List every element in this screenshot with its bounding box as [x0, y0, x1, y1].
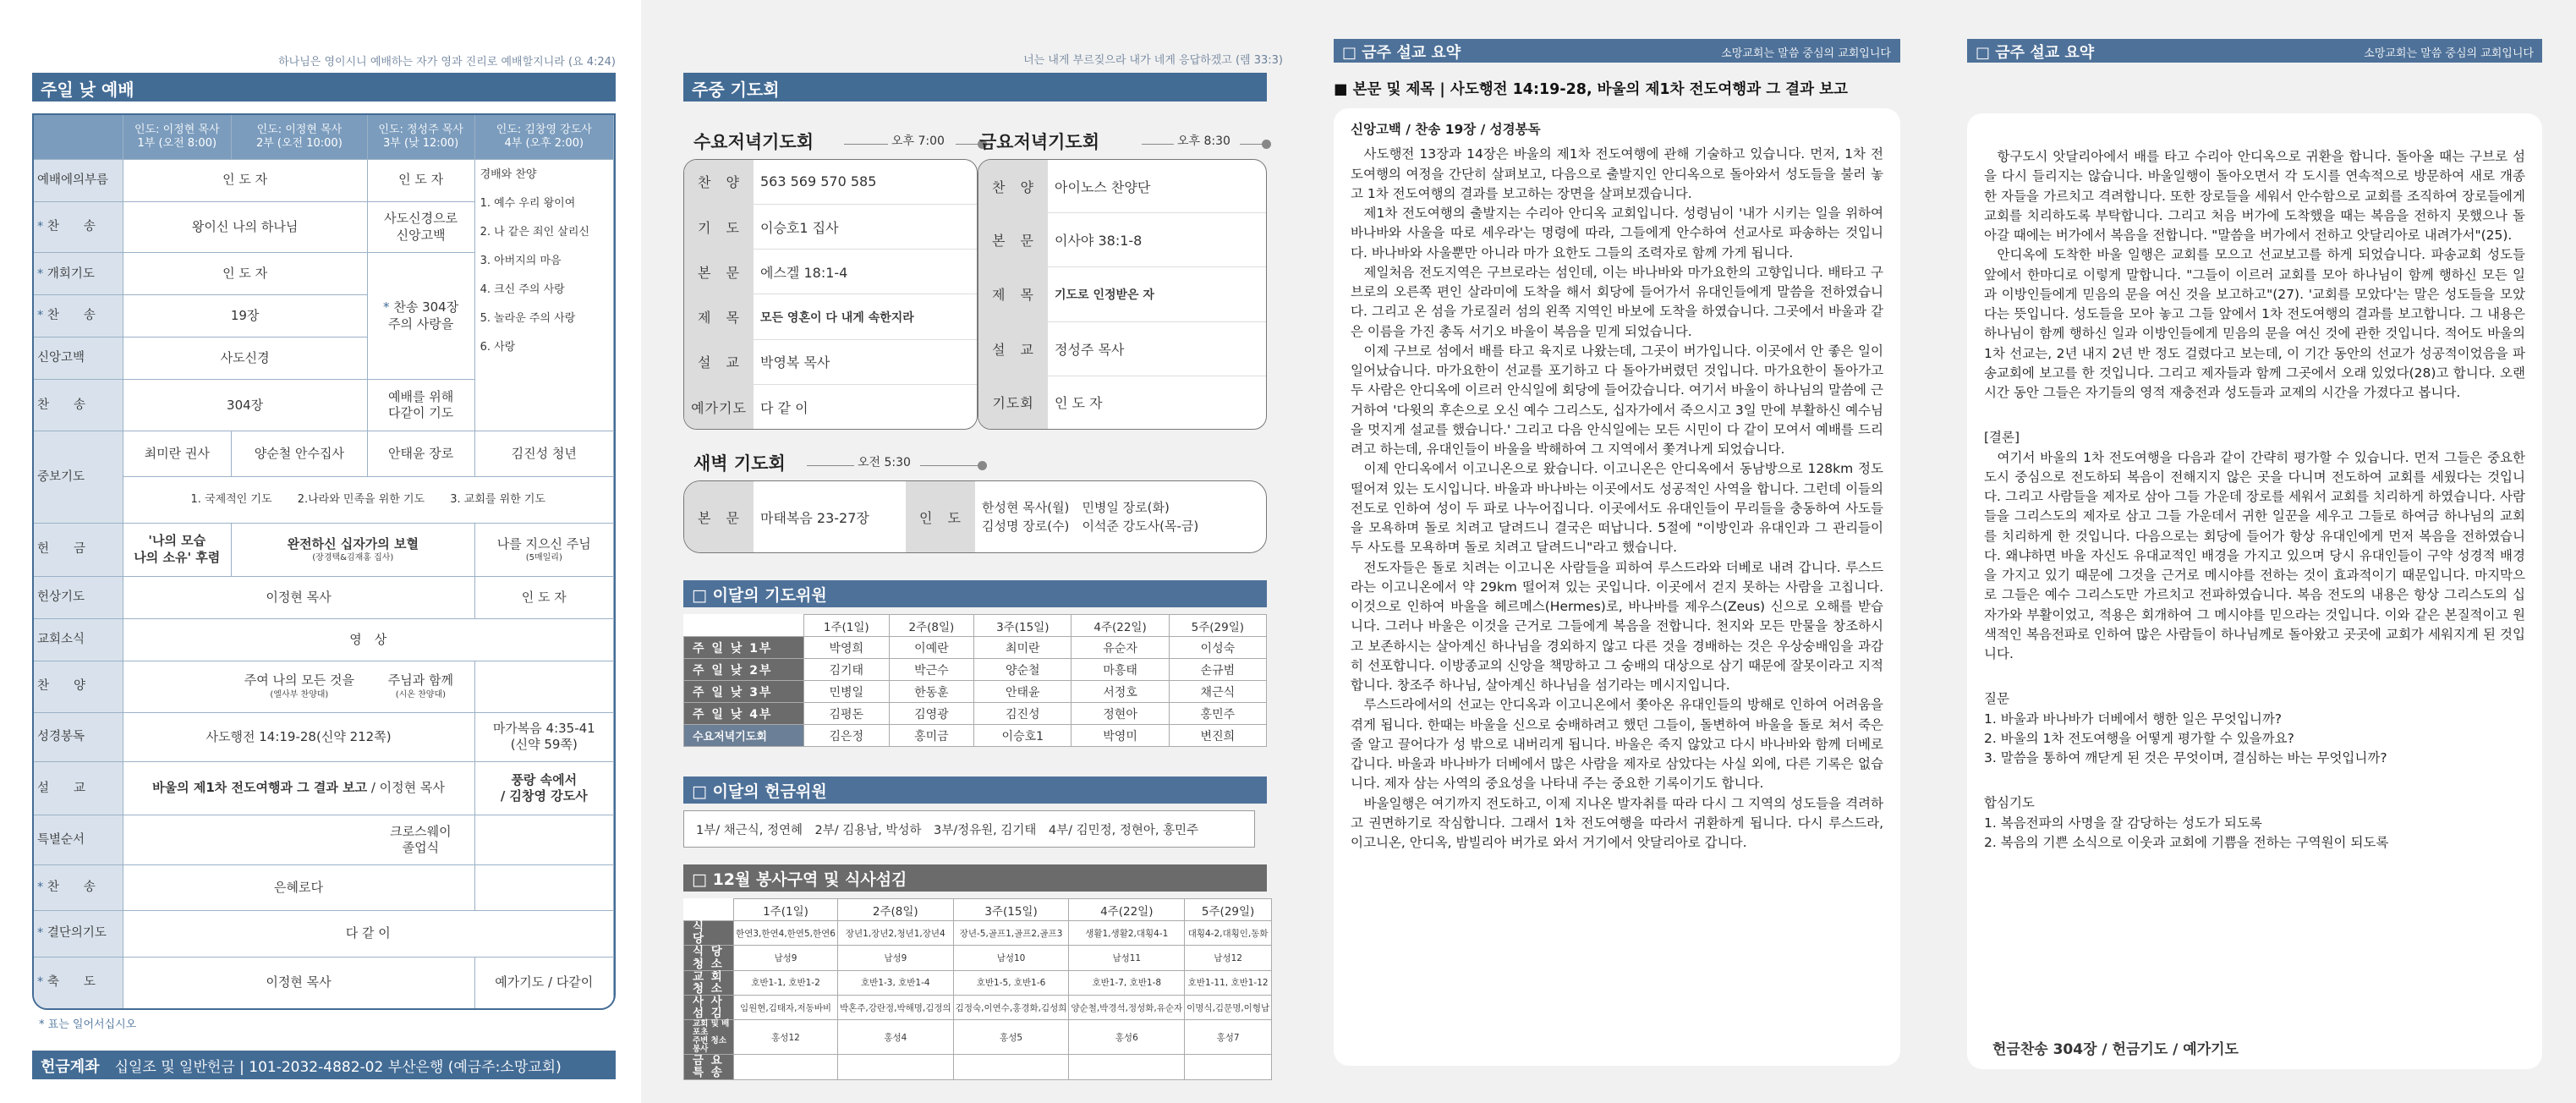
service-1-header: 인도: 이정현 목사 1부 (오전 8:00)	[123, 115, 232, 159]
sermon-name: 바울의 제1차 전도여행과 그 결과 보고	[152, 780, 368, 796]
committee-member: 양순철	[974, 659, 1072, 681]
committee-member: 안태윤	[974, 681, 1072, 703]
field-label: 제 목	[978, 267, 1048, 321]
week-header: 4주(22일)	[1069, 899, 1185, 921]
dawn-time: 오전 5:30	[858, 456, 911, 469]
row-label: 성경봉독	[34, 712, 123, 762]
committee-member: 마흥태	[1072, 659, 1169, 681]
prayer-committee-title: □ 이달의 기도위원	[683, 580, 1267, 607]
committee-member: 손규범	[1169, 659, 1266, 681]
service-assignment: 임원현,김태자,저동바비	[734, 996, 838, 1020]
row-label: 찬 송	[47, 309, 96, 323]
worship-table: 인도: 이정현 목사 1부 (오전 8:00) 인도: 이정현 목사 2부 (오전 10:00) 인도: 정성주 목사 3부 (낮 12:00) 인도: 김창영 강도사 4부 (오후 2:00) 예배에의부름 인 도 자 인 도 자 경배와 찬양 1. 예수 우리 왕이여 2. 나 같은 죄인 살리신 3. 아버지의 마음 4. 크신 주의 사랑 5. 놀라운 주의 사랑 6. 사랑 * 찬 송 왕이신 나의 하나님 사도신경으로 신앙고백 * 개회기도 인 도 자 * 찬송 304장 주의 사랑을 * 찬 송 19장 신앙고백 사도신경 찬 송 304장 예배를 위해 다같이 기도 중보기도 최미란 권사 양순철 안수집사 안태윤 장로 김진성 청년 1. 국제적인 기도 2.나라와 민족을 위한 기도 3. 교회를 위한 기도 헌 금 '나의 모습 나의 소유' 후렴 완전하신 십자가의 보혈 (장경택&김재홍 집사) 나를 지으신 주님 (5매일리) 헌상기도 이정현 목사 인 도 자 교회소식 영 상 찬 양 주여 나의 모든 것을 (엘사부 찬양대) 주님과 함께 (시온 찬양대) 성경봉독 사도행전 14:19-28(신약 212쪽) 마가복음 4:35-41 (신약 59쪽) 설 교 바울의 제1차 전도여행과 그 결과 보고 / 이정현 목사 풍랑 속에서 / 김창영 강도사 특별순서 크로스웨이 졸업식 * 찬 송 은혜로다 * 결단의기도 다 같 이 * 축 도 이정현 목사 예가기도 / 다같이	[32, 113, 616, 1010]
service-row	[684, 996, 1272, 1020]
header-row	[34, 115, 614, 159]
row-value: * 찬송 304장 주의 사랑을	[367, 253, 474, 380]
week-header: 1주(1일)	[804, 615, 890, 637]
row-value: 풍랑 속에서 / 김창영 강도사	[474, 762, 613, 815]
sermon-body	[1334, 108, 1900, 1066]
praise-item: 6. 사랑	[480, 340, 516, 354]
committee-member: 변진희	[1169, 725, 1266, 747]
row-value: 은혜로다	[123, 864, 474, 910]
service-label: 사 사 섬 김	[684, 996, 734, 1020]
sermon-paragraph: 안디옥에 도착한 바울 일행은 교회를 모으고 선교보고를 하게 되었습니다. 파송교회 성도들 앞에서 한마디로 이렇게 말합니다. "그들이 이르러 교회를 모아 하나님이 함께 행하신 모든 일과 이방인들에게 믿음의 문을 여신 것을 보고하고"(27). '교회를 모았다'는 말은 성도들을 모았다는 뜻입니다. 성도들을 모아 놓고 그들 앞에서 1차 전도여행의 결과를 보고합니다. 그 내용은 하나님이 함께 행하신 일과 이방인들에게 믿음의 문을 여신 것에 관한 것입니다. 적어도 바울의 1차 선교는, 2년 내지 2년 반 정도 걸렸다고 보는데, 이 기간 동안의 선교가 성공적이었음을 파송교회에 보고를 한 것입니다. 그리고 제자들과 함께 그곳에서 오래 있었다(28)고 합니다. 오랜 시간 동안 그들은 자기들의 영적 재충전과 성도들과 교제의 시간을 가졌다고 봅니다.	[1984, 247, 2525, 400]
service-assignment	[837, 1055, 953, 1079]
title-text: 금주 설교 요약	[1362, 44, 1461, 62]
anthem-title: 주님과 함께	[387, 672, 453, 689]
choir-1	[232, 661, 368, 712]
row-label: 예배에의부름	[34, 159, 123, 201]
service-assignment: 양순철,박경석,정성화,유순자	[1069, 996, 1185, 1020]
dot	[978, 461, 987, 470]
committee-member: 홍미금	[889, 725, 974, 747]
committee-member: 김영광	[889, 703, 974, 725]
standing-note: * 표는 일어서십시오	[39, 1018, 137, 1031]
offering-committee-list: 1부/ 채근식, 정연혜 2부/ 김용남, 박성하 3부/정유원, 김기태 4부/ 김민정, 정현아, 홍민주	[683, 810, 1255, 848]
sermon-paragraph: 이제 안디옥에서 이고니온으로 왔습니다. 이고니온은 안디옥에서 동남방으로 128km 정도 떨어져 있는 도시입니다. 바울과 바나바는 이곳에서도 성공적인 사역을 합니다. 그런데 이들의 전도로 인하여 성이 두 파로 나누어집니다. 이곳에서도 유대인들이 무리들을 충동하여 사도들을 모욕하며 돌로 치려고 달려드니 결국은 떠납니다. 5절에 "이방인과 유대인과 그 관리들이 두 사도를 모욕하며 돌로 치려고 달려드니"라고 했습니다.	[1351, 461, 1883, 556]
row-label: 특별순서	[34, 815, 123, 865]
row-value: 영 상	[123, 618, 614, 661]
service-assignment: 남성9	[837, 946, 953, 970]
topic: 3. 교회를 위한 기도	[450, 492, 545, 506]
committee-member: 유순자	[1072, 637, 1169, 659]
service-label: 주 일 낮 3부	[684, 681, 804, 703]
praise-item: 3. 아버지의 마음	[480, 254, 562, 267]
intercessor: 안태윤 장로	[367, 431, 474, 477]
field-label: 본 문	[684, 481, 754, 552]
sermon-body-continued	[1967, 113, 2542, 1069]
week-header: 5주(29일)	[1185, 899, 1272, 921]
row-value: 마가복음 4:35-41 (신약 59쪽)	[474, 712, 613, 762]
week-header: 5주(29일)	[1169, 615, 1266, 637]
praise-item: 1. 예수 우리 왕이여	[480, 196, 576, 210]
dot	[1262, 140, 1271, 149]
liturgy-line: 신앙고백 / 찬송 19장 / 성경봉독	[1351, 122, 1541, 137]
row-label: 헌상기도	[34, 576, 123, 618]
page-verse: 하나님은 영이시니 예배하는 자가 영과 진리로 예배할지니라 (요 4:24)	[278, 56, 616, 69]
committee-member: 민병일	[804, 681, 890, 703]
sermon-paragraph: 제일처음 전도지역은 구브로라는 섬인데, 이는 바나바와 마가요한의 고향입니다. 배타고 구브로의 오른쪽 편인 살라미에 도착을 해서 회당에 들어가서 유대인들에게 말씀을 전하였습니다. 그리고 온 섬을 가로질러 섬의 왼쪽 지역인 바보에 도착을 하였습니다. 그곳에서 바울과 같은 이름을 가진 총독 서기오 바울이 복음을 믿게 되었습니다.	[1351, 264, 1883, 339]
sermon-paragraph: 전도자들은 돌로 치려는 이고니온 사람들을 피하여 루스드라와 더베로 내려 갑니다. 루스드라는 이고니온에서 약 29km 떨어져 있는 곳입니다. 이곳에서 걷지 못하는 사람을 고칩니다. 이것으로 인하여 바울을 헤르메스(Hermes)로, 바나바를 제우스(Zeus) 신으로 오해를 받습니다. 그러나 바울은 이것을 근거로 그들에게 복음을 전합니다. 천지와 모든 만물을 창조하시고 보존하시는 살아계신 하나님을 경외하지 않고 다른 것을 경배하는 것은 우상숭배임을 과감히 선포합니다. 이방종교의 신앙을 책망하고 그 숭배의 대상으로 삼기 때문에 잘못이라고 지적합니다. 창조주 하나님, 살아계신 하나님을 섬기라는 메시지입니다.	[1351, 559, 1883, 693]
field-label: 예가기도	[684, 385, 754, 429]
row-value: 예가기도 / 다같이	[474, 957, 613, 1008]
service-label: 주 일 낮 1부	[684, 637, 804, 659]
prayer-row	[684, 659, 1267, 681]
offering-committee-title: □ 이달의 헌금위원	[683, 776, 1267, 804]
committee-member: 한동훈	[889, 681, 974, 703]
section-title: 주일 낮 예배	[32, 73, 616, 102]
field-label: 제 목	[684, 294, 754, 339]
praise-item: 경배와 찬양	[480, 167, 537, 181]
week-header: 1주(1일)	[734, 899, 838, 921]
prayer-item: 1. 복음전파의 사명을 잘 감당하는 성도가 되도록	[1984, 815, 2262, 831]
service-assignment	[734, 1055, 838, 1079]
service-assignment: 남성12	[1185, 946, 1272, 970]
field-label: 기도회	[978, 376, 1048, 429]
service-2-header: 인도: 이정현 목사 2부 (오전 10:00)	[232, 115, 368, 159]
service-row	[684, 1055, 1272, 1079]
service-assignment: 홍성6	[1069, 1020, 1185, 1055]
leader: 민병일 장로(화)	[1082, 499, 1170, 515]
service-3-header: 인도: 정성주 목사 3부 (낮 12:00)	[367, 115, 474, 159]
row-value: 왕이신 나의 하나님	[123, 201, 367, 253]
service-assignment: 남성9	[734, 946, 838, 970]
account-label: 헌금계좌	[41, 1058, 100, 1076]
week-header: 3주(15일)	[974, 615, 1072, 637]
row-label: 신앙고백	[34, 337, 123, 380]
field-value: 박영복 목사	[754, 339, 977, 384]
sermon-main-title: ■ 본문 및 제목 | 사도행전 14:19-28, 바울의 제1차 전도여행과 그 결과 보고	[1334, 81, 1848, 98]
service-row	[684, 970, 1272, 995]
wednesday-box	[683, 159, 978, 430]
row-value: 사도신경으로 신앙고백	[367, 201, 474, 253]
divider	[1142, 144, 1174, 145]
service-assignment: 남성10	[953, 946, 1069, 970]
row-value: 이정현 목사	[123, 576, 474, 618]
offering-hymn-note: 헌금찬송 304장 / 헌금기도 / 예가기도	[1992, 1041, 2239, 1058]
field-value: 마태복음 23-27장	[760, 509, 869, 526]
row-label: 찬 송	[47, 881, 96, 895]
service-assignment: 이명식,김문명,이형남	[1185, 996, 1272, 1020]
service-row	[684, 946, 1272, 970]
service-assignment: 호반1-3, 호반1-4	[837, 970, 953, 995]
account-number: 십일조 및 일반헌금 | 101-2032-4882-02 부산은행 (예금주:소망교회)	[114, 1059, 562, 1076]
worship-order-page	[0, 0, 641, 1103]
field-value: 모든 영혼이 다 내게 속한지라	[754, 294, 977, 339]
service-assignment: 박혼주,강란정,박해명,김정의	[837, 996, 953, 1020]
sermon-summary-page-2	[1933, 0, 2576, 1103]
intercession-topics	[123, 477, 614, 523]
intercessor: 양순철 안수집사	[232, 431, 368, 477]
row-label: 설 교	[34, 762, 123, 815]
field-label: 기 도	[684, 204, 754, 249]
service-label: 금 요 특 송	[684, 1055, 734, 1079]
prayer-meeting-page	[641, 0, 1291, 1103]
service-label: 식 당	[684, 921, 734, 946]
row-label: 찬 송	[47, 220, 96, 234]
song-title: 완전하신 십자가의 보혈	[287, 535, 419, 552]
choir-2	[367, 661, 474, 712]
page-verse: 너는 내게 부르짖으라 내가 네게 응답하겠고 (렘 33:3)	[1023, 54, 1283, 67]
intercessor: 김진성 청년	[474, 431, 613, 477]
row-label: 헌 금	[34, 523, 123, 576]
service-row	[684, 921, 1272, 946]
sermon-paragraph: 바울일행은 여기까지 전도하고, 이제 지나온 발자취를 따라 다시 그 지역의 성도들을 격려하고 권면하기로 작심합니다. 그래서 1차 전도여행을 따라서 귀환하게 됩니다. 다시 루스드라, 이고니온, 안디옥, 밤빌리아 버가로 와서 거기에서 앗달리아로 갑니다.	[1351, 795, 1883, 850]
field-label: 본 문	[684, 250, 754, 294]
wednesday-title: 수요저녁기도회	[693, 132, 814, 152]
prayer-committee-table	[683, 614, 1267, 747]
intercessor: 최미란 권사	[123, 431, 232, 477]
offering-account-bar	[32, 1051, 616, 1079]
row-value: 인 도 자	[474, 576, 613, 618]
praise-item: 5. 놀라운 주의 사랑	[480, 311, 576, 325]
week-header: 4주(22일)	[1072, 615, 1169, 637]
service-assignment: 한연3,한연4,한연5,한연6	[734, 921, 838, 946]
prayer-row	[684, 637, 1267, 659]
field-value: 이사야 38:1-8	[1048, 213, 1266, 267]
divider	[807, 465, 854, 466]
question-item: 1. 바울과 바나바가 더베에서 행한 일은 무엇입니까?	[1984, 711, 2283, 727]
committee-member: 박영희	[804, 637, 890, 659]
sermon-paragraph: 제1차 전도여행의 출발지는 수리아 안디옥 교회입니다. 성령님이 '내가 시키는 일을 위하여 바나바와 사울을 따로 세우라'는 명령에 따라, 그들에게 안수하여 선교사로 파송하는 것입니다. 바나바와 사울뿐만 아니라 마가 요한도 그들의 조력자로 함께 가게 됩니다.	[1351, 206, 1883, 261]
service-assignment: 호반1-11, 호반1-12	[1185, 970, 1272, 995]
hymn-304: 찬송 304장 주의 사랑을	[388, 299, 459, 332]
committee-member: 이성숙	[1169, 637, 1266, 659]
committee-member: 정현아	[1072, 703, 1169, 725]
sermon-paragraph: 루스드라에서의 선교는 안디옥과 이고니온에서 쫓아온 유대인들의 방해로 인하여 어려움을 겪게 됩니다. 한때는 바울을 신으로 숭배하려고 했던 그들이, 돌변하여 바울을 돌로 쳐서 죽은 줄 알고 끌어다가 성 밖으로 내버리게 됩니다. 바울은 죽지 않았고 다시 바나바와 함께 더베로 갑니다. 바울과 바나바가 더베에서 많은 사람을 제자로 삼았다는 사실 외에, 다른 기록은 없습니다. 제자 삼는 사역의 중요성을 나타내 주는 중요한 기록이기도 합니다.	[1351, 697, 1883, 792]
service-label: 교 회 청 소	[684, 970, 734, 995]
service-assignment: 홍성7	[1185, 1020, 1272, 1055]
row-label: 축 도	[47, 975, 96, 990]
sermon-summary-page-1	[1291, 0, 1933, 1103]
sermon-paragraph: 이제 구브로 섬에서 배를 타고 육지로 나왔는데, 그곳이 버가입니다. 이곳에서 안 좋은 일이 일어났습니다. 마가요한이 선교를 포기하고 다 돌아가버렸던 것입니다. 마가요한이 돌아가고 두 사람은 안디옥에 이르러 안식일에 회당에 들어갔습니다. 여기서 바울이 하나님의 말씀에 근거하여 '다윗의 후손으로 오신 예수 그리스도, 십자가에서 죽으시고 3일 만에 부활하신 예수님을 멋지게 설교를 했습니다.' 그리고 다음 안식일에는 모든 시민이 다 같이 모여서 예배를 드리려고 하는데, 유대인들이 바울을 박해하여 그 지역에서 쫓겨나게 되었습니다.	[1351, 343, 1883, 457]
church-motto: 소망교회는 말씀 중심의 교회입니다	[2364, 47, 2534, 60]
row-value: 이정현 목사	[123, 957, 474, 1008]
praise-item: 4. 크신 주의 사랑	[480, 283, 565, 296]
prayer-row	[684, 703, 1267, 725]
praise-item: 2. 나 같은 죄인 살리신	[480, 225, 589, 239]
service-assignment: 홍성5	[953, 1020, 1069, 1055]
service-assignment: 대횡4-2,대횡인,동화	[1185, 921, 1272, 946]
field-label: 설 교	[684, 339, 754, 384]
field-value: 아이노스 찬양단	[1048, 160, 1266, 213]
service-assignment	[1185, 1055, 1272, 1079]
wednesday-time: 오후 7:00	[891, 134, 945, 148]
service-table	[683, 898, 1272, 1080]
committee-member: 김평돈	[804, 703, 890, 725]
anthem-title: 주여 나의 모든 것을	[244, 672, 354, 689]
row-label: 중보기도	[34, 431, 123, 524]
week-header: 2주(8일)	[889, 615, 974, 637]
row-value: 예배를 위해 다같이 기도	[367, 380, 474, 431]
committee-member: 김기태	[804, 659, 890, 681]
sermon-paragraph: 항구도시 앗달리아에서 배를 타고 수리아 안디옥으로 귀환을 합니다. 돌아올 때는 구브로 섬을 다시 들리지는 않습니다. 바울일행이 돌아오면서 각 도시를 연속적으로 방문하여 새로 개종한 자들을 가르치고 격려합니다. 또한 장로들을 세워서 안수함으로 교회를 조직하여 장로들에게 교회를 치리하도록 부탁합니다. 그리고 처음 버가에 도착했을 때는 복음을 전하지 못했으나 돌아갈 때에는 버가에서 복음을 전합니다. "말씀을 버가에서 전하고 앗달리아로 내려가서"(25).	[1984, 149, 2525, 243]
service-label: 주 일 낮 2부	[684, 659, 804, 681]
song-performer: (장경택&김재홍 집사)	[312, 553, 394, 563]
dawn-leaders	[975, 481, 1266, 552]
service-4-header: 인도: 김창영 강도사 4부 (오후 2:00)	[474, 115, 613, 159]
row-label: 개회기도	[47, 266, 95, 281]
field-value: 정성주 목사	[1048, 321, 1266, 376]
leader: 한성현 목사(월)	[982, 499, 1070, 515]
dawn-title: 새벽 기도회	[693, 453, 786, 474]
song-performer: (5매일리)	[525, 553, 562, 563]
title-text: 금주 설교 요약	[1995, 44, 2095, 62]
friday-time: 오후 8:30	[1177, 134, 1230, 148]
row-value: 다 같 이	[123, 911, 614, 957]
topic: 2.나라와 민족을 위한 기도	[297, 492, 425, 506]
question-item: 3. 말씀을 통하여 깨닫게 된 것은 무엇이며, 결심하는 바는 무엇입니까?	[1984, 750, 2387, 766]
prayer-heading: 합심기도	[1984, 795, 2035, 811]
service-label: 수요저녁기도회	[684, 725, 804, 747]
service-assignment: 남성11	[1069, 946, 1185, 970]
offering-song-2	[232, 523, 475, 576]
committee-member: 이예란	[889, 637, 974, 659]
leader: 이석준 강도사(목-금)	[1082, 519, 1199, 534]
committee-member: 홍민주	[1169, 703, 1266, 725]
friday-box	[978, 159, 1267, 430]
row-label: 찬 양	[34, 661, 123, 712]
committee-member: 김은정	[804, 725, 890, 747]
field-value: 다 같 이	[760, 399, 808, 416]
service-label: 주 일 낮 4부	[684, 703, 804, 725]
row-label: 결단의기도	[47, 926, 107, 941]
divider	[844, 144, 888, 145]
church-motto: 소망교회는 말씀 중심의 교회입니다	[1721, 47, 1891, 60]
field-value: 에스겔 18:1-4	[754, 250, 977, 294]
field-value: 인 도 자	[1055, 395, 1103, 412]
service-assignment: 홍성12	[734, 1020, 838, 1055]
week-header: 3주(15일)	[953, 899, 1069, 921]
service-assignment	[953, 1055, 1069, 1079]
service-assignment: 장년1,장년2,청년1,장년4	[837, 921, 953, 946]
prayer-row	[684, 725, 1267, 747]
leader: 김성명 장로(수)	[982, 519, 1070, 534]
field-label: 찬 양	[684, 160, 754, 204]
row-value: 사도신경	[123, 337, 367, 380]
row-value: 19장	[123, 295, 367, 337]
field-label: 인 도	[906, 481, 975, 552]
service-label: 식 당 청 소	[684, 946, 734, 970]
field-label: 찬 양	[978, 160, 1048, 213]
row-value: 인 도 자	[367, 159, 474, 201]
question-item: 2. 바울의 1차 전도여행을 어떻게 평가할 수 있을까요?	[1984, 730, 2294, 746]
service-assignment: 호반1-5, 호반1-6	[953, 970, 1069, 995]
field-value: 기도로 인정받은 자	[1048, 267, 1266, 321]
field-label: 설 교	[978, 321, 1048, 376]
friday-title: 금요저녁기도회	[979, 132, 1100, 152]
sermon-title	[123, 762, 474, 815]
week-header: 2주(8일)	[837, 899, 953, 921]
questions-heading: 질문	[1984, 691, 2009, 707]
committee-member: 최미란	[974, 637, 1072, 659]
service-assignment: 호반1-7, 호반1-8	[1069, 970, 1185, 995]
service-assignment: 생활1,생활2,대횡4-1	[1069, 921, 1185, 946]
service-assignment: 호반1-1, 호반1-2	[734, 970, 838, 995]
row-value: 사도행전 14:19-28(신약 212쪽)	[123, 712, 474, 762]
service-title: □ 12월 봉사구역 및 식사섬김	[683, 864, 1267, 892]
song-title: 나를 지으신 주님	[496, 535, 591, 552]
topic: 1. 국제적인 기도	[190, 492, 272, 506]
committee-member: 박영미	[1072, 725, 1169, 747]
row-value: 크로스웨이 졸업식	[367, 815, 474, 865]
sermon-paragraph: 사도행전 13장과 14장은 바울의 제1차 전도여행에 관해 기술하고 있습니다. 먼저, 1차 전도여행의 여정을 간단히 살펴보고, 다음으로 출발지인 안디옥으로 돌아와서 성도들을 불러 놓고 1차 전도여행의 결과를 보고하는 장면을 살펴보겠습니다.	[1351, 146, 1883, 201]
committee-member: 박근수	[889, 659, 974, 681]
committee-member: 채근식	[1169, 681, 1266, 703]
conclusion-paragraph: 여기서 바울의 1차 전도여행을 다음과 같이 간략히 평가할 수 있습니다. 먼저 그들은 중요한 도시 중심으로 전도하되 복음이 전해지지 않은 곳을 다니며 전도하여 교회를 세웠다는 것입니다. 그리고 사람들을 제자로 삼아 그들 가운데 장로를 세워서 교회를 치리하게 하였습니다. 사람들을 그리스도의 제자로 삼고 그들 가운데서 귀한 일꾼을 세우고 그들로 하여금 하나님의 교회를 치리하게 한 것입니다. 다음으로는 회당에 들어가 항상 유대인에게 먼저 복음을 전하였습니다. 왜냐하면 바울 자신도 유대교적인 배경을 가지고 있으며 당시 유대인들이 구약 성경적 배경을 가지고 있기 때문에 그것을 근거로 메시야를 전하는 것이 효과적이기 때문입니다. 마지막으로 그들은 예수 그리스도만 가르치고 전파하였습니다. 복음 전도의 내용은 항상 그리스도의 십자가와 부활이었고, 적용은 회개하여 그 메시야를 믿으라는 것입니다. 이와 같은 본질적이고 원색적인 복음전파로 인하여 많은 사람들이 하나님께로 돌아왔고 곳곳에 교회가 세워지게 된 것입니다.	[1984, 449, 2525, 661]
service-assignment: 장년-5,골프1,골프2,골프3	[953, 921, 1069, 946]
preacher: / 이정현 목사	[367, 780, 445, 796]
row-label: 교회소식	[34, 618, 123, 661]
offering-song-1: '나의 모습 나의 소유' 후렴	[123, 523, 232, 576]
field-value: 이승호1 집사	[754, 204, 977, 249]
conclusion-heading: [결론]	[1984, 430, 2020, 446]
section-title: 주중 기도회	[683, 73, 1267, 102]
service-assignment: 김정숙,이연수,홍경화,김성희	[953, 996, 1069, 1020]
service-label: 교회 및 배포초 주변 청소 봉사	[684, 1020, 734, 1055]
divider	[920, 465, 979, 466]
service-assignment	[1069, 1055, 1185, 1079]
choir-name: (엘사부 찬양대)	[270, 689, 329, 700]
service-assignment: 홍성4	[837, 1020, 953, 1055]
praise-list	[474, 159, 613, 431]
field-value: 563 569 570 585	[754, 160, 977, 204]
committee-member: 김진성	[974, 703, 1072, 725]
row-value: 인 도 자	[123, 253, 367, 295]
offering-song-3	[474, 523, 613, 576]
committee-member: 이승호1	[974, 725, 1072, 747]
field-label: 본 문	[978, 213, 1048, 267]
row-value: 인 도 자	[123, 159, 367, 201]
committee-member: 서정호	[1072, 681, 1169, 703]
service-row	[684, 1020, 1272, 1055]
choir-name: (시온 찬양대)	[395, 689, 447, 700]
dawn-box	[683, 480, 1267, 553]
row-label: 찬 송	[34, 380, 123, 431]
row-value: 304장	[123, 380, 367, 431]
prayer-row	[684, 681, 1267, 703]
prayer-item: 2. 복음의 기쁜 소식으로 이웃과 교회에 기쁨을 전하는 구역원이 되도록	[1984, 834, 2389, 850]
